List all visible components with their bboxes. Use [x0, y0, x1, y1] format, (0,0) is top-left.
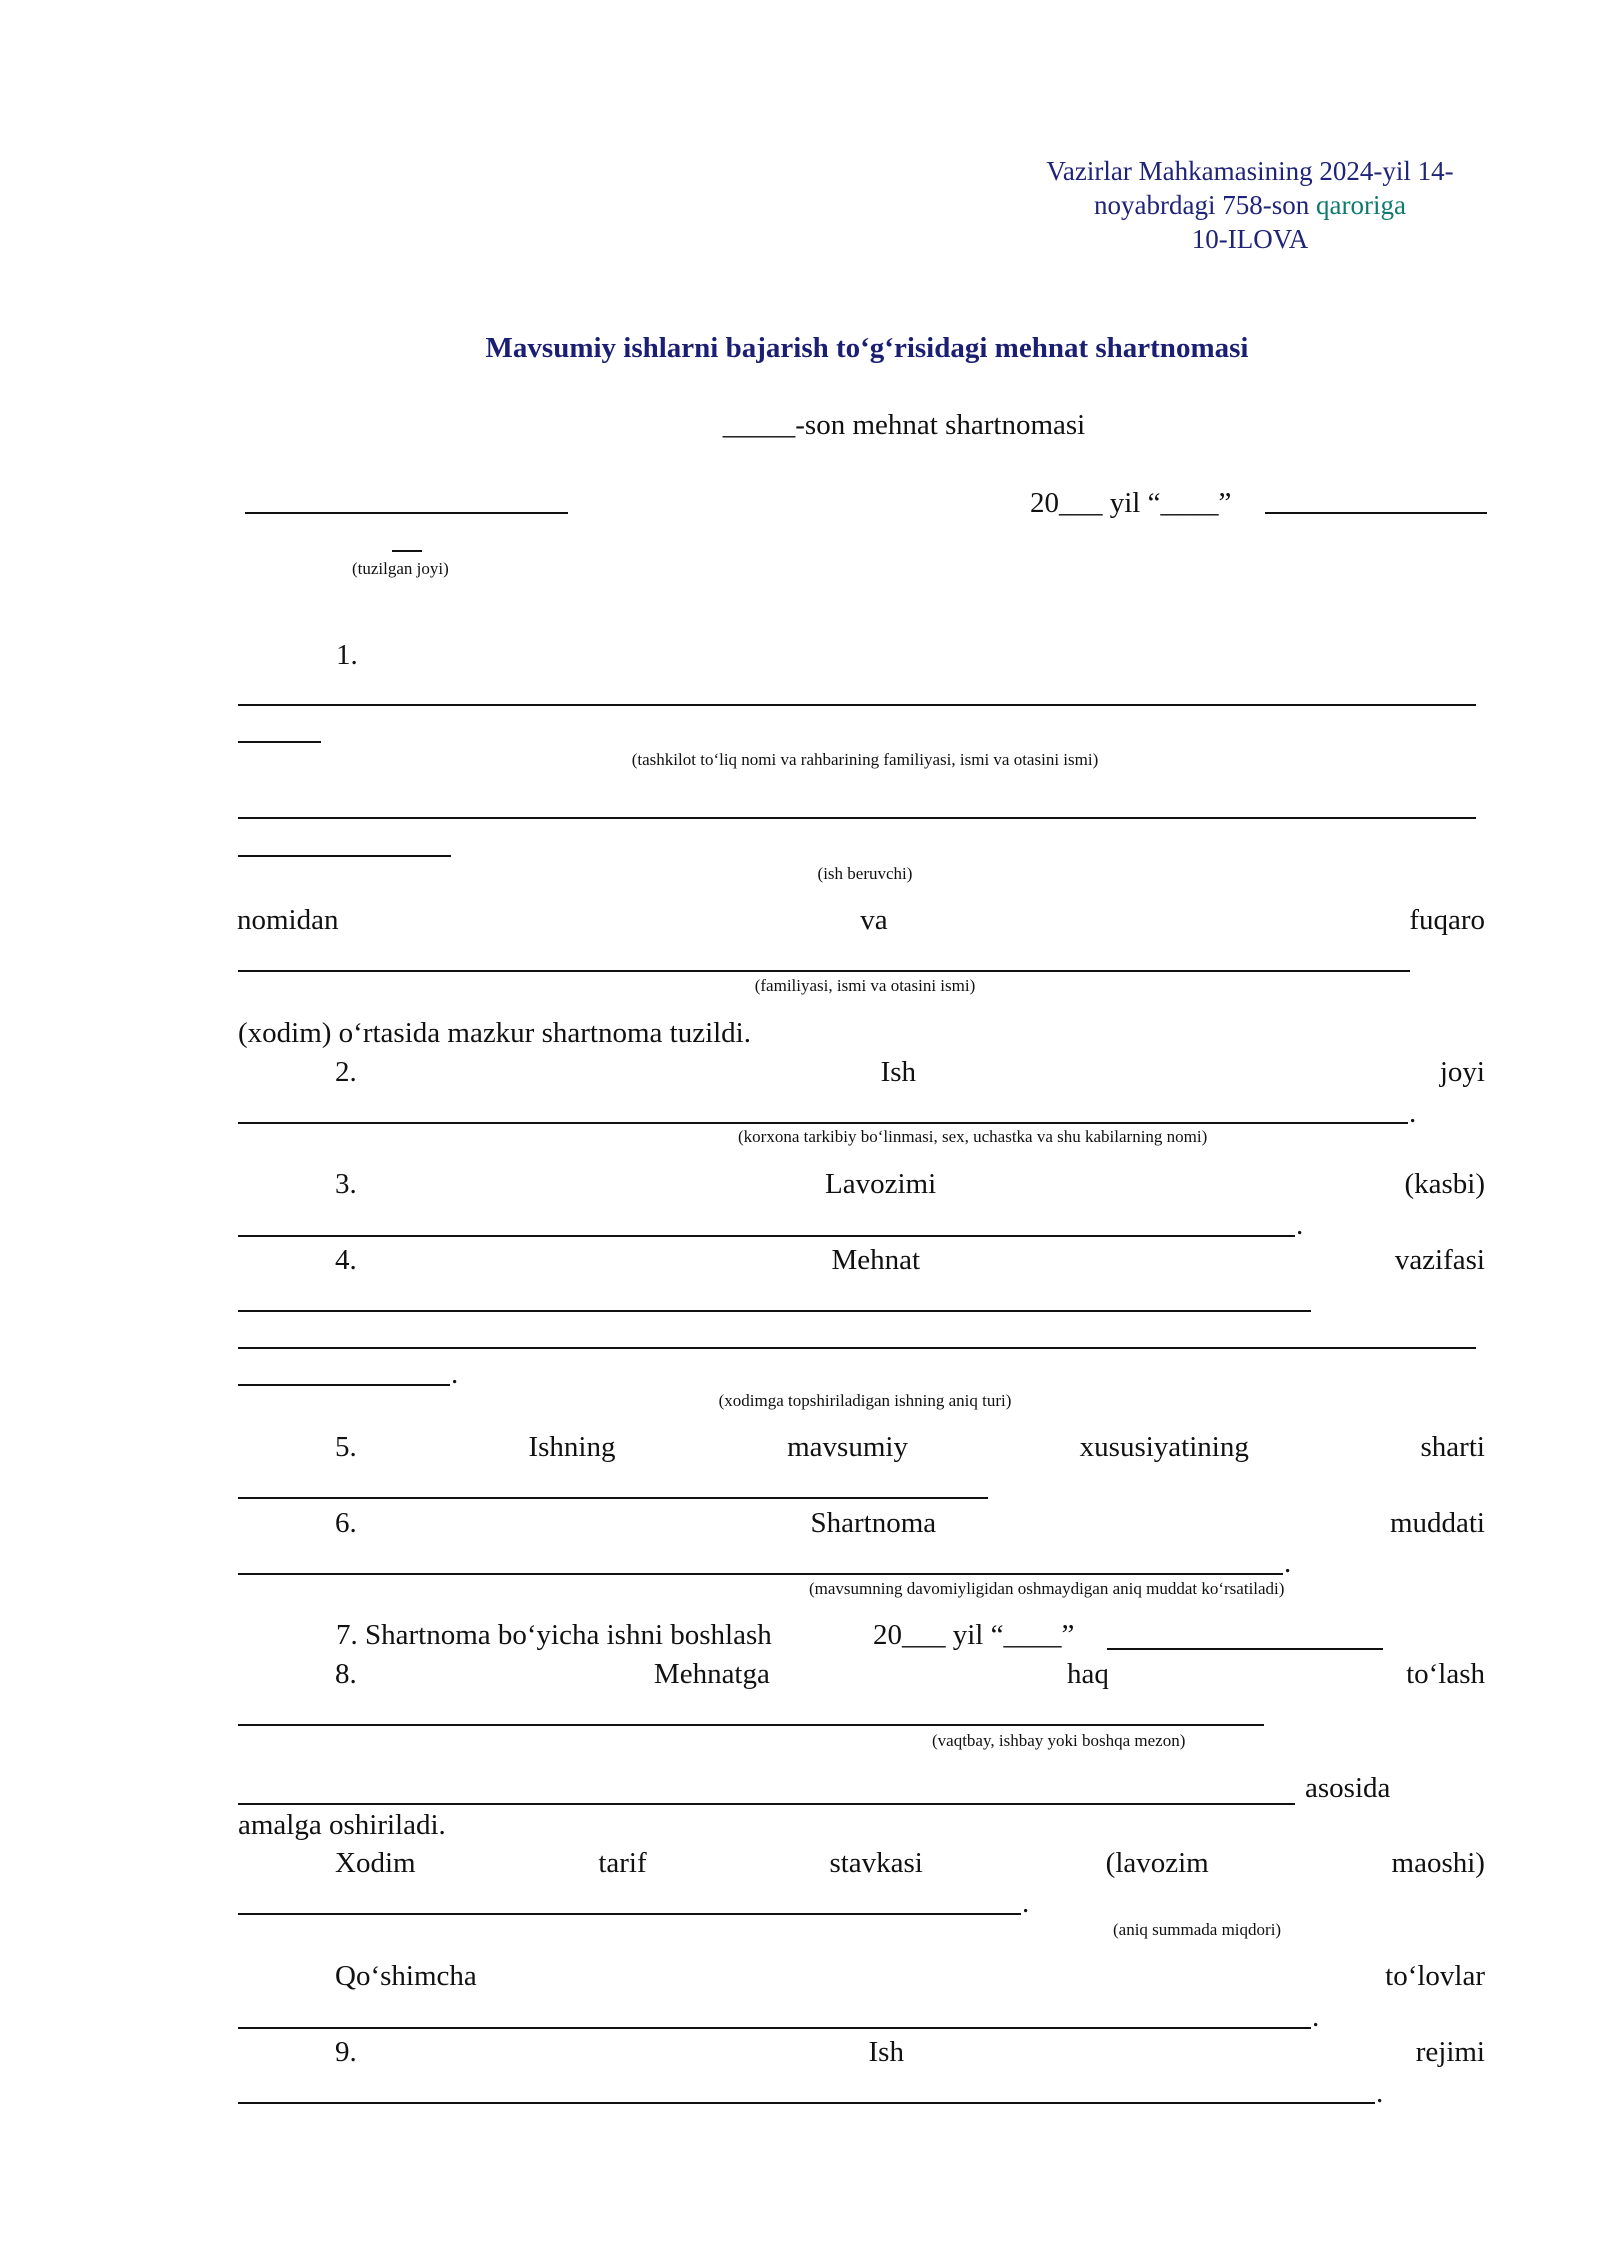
- item-4-row: 4. Mehnat vazifasi: [335, 1244, 1485, 1276]
- employee-name-blank: [238, 970, 1410, 972]
- payment-basis-blank: [238, 1803, 1295, 1805]
- place-caption: (tuzilgan joyi): [352, 559, 449, 578]
- seasonal-condition-blank: [238, 1497, 988, 1499]
- org-blank: [238, 704, 1476, 706]
- position-blank: [238, 1235, 1295, 1237]
- duty-blank-1: [238, 1310, 1311, 1312]
- decree-link[interactable]: qaroriga: [1316, 190, 1406, 220]
- item-5-row: 5. Ishning mavsumiy xususiyatining sharti: [335, 1431, 1485, 1463]
- date-field: 20___ yil “____”: [1030, 487, 1232, 519]
- item-1-closing: (xodim) o‘rtasida mazkur shartnoma tuzildi.: [238, 1017, 751, 1049]
- item-3-row: 3. Lavozimi (kasbi): [335, 1168, 1485, 1200]
- salary-caption: (aniq summada miqdori): [1113, 1920, 1282, 1939]
- appendix-label: 10-ILOVA: [1191, 224, 1309, 254]
- workplace-blank: [238, 1122, 1408, 1124]
- document-title: Mavsumiy ishlarni bajarish to‘g‘risidagi mehnat shartnomasi: [485, 332, 1249, 364]
- duty-blank-2: [238, 1347, 1476, 1349]
- date-month-blank: [1265, 512, 1487, 514]
- duty-blank-3: [238, 1384, 450, 1386]
- employer-blank-cont: [238, 855, 451, 857]
- decree-line-1: Vazirlar Mahkamasining 2024-yil 14-: [1046, 156, 1454, 186]
- term-caption: (mavsumning davomiyligidan oshmaydigan aniq muddat ko‘rsatiladi): [809, 1579, 1285, 1598]
- term-blank: [238, 1573, 1283, 1575]
- duty-caption: (xodimga topshiriladigan ishning aniq turi): [718, 1391, 1012, 1410]
- item-9-row: 9. Ish rejimi: [335, 2036, 1485, 2068]
- place-blank: [245, 512, 568, 514]
- employer-caption: (ish beruvchi): [817, 864, 913, 883]
- org-blank-cont: [238, 741, 321, 743]
- work-regime-blank: [238, 2102, 1375, 2104]
- salary-row: Xodim tarif stavkasi (lavozim maoshi): [335, 1847, 1485, 1879]
- contract-number: _____-son mehnat shartnomasi: [722, 409, 1086, 441]
- employer-blank: [238, 817, 1476, 819]
- item-6-row: 6. Shartnoma muddati: [335, 1507, 1485, 1539]
- item-8-closing: amalga oshiriladi.: [238, 1809, 446, 1841]
- extra-payments-row: Qo‘shimcha to‘lovlar: [335, 1960, 1485, 1992]
- payment-type-blank: [238, 1724, 1264, 1726]
- item-2-row: 2. Ish joyi: [335, 1056, 1485, 1088]
- start-date-field: 20___ yil “____”: [873, 1619, 1075, 1651]
- item-1-parties-row: nomidan va fuqaro: [237, 904, 1485, 936]
- item-8-row: 8. Mehnatga haq to‘lash: [335, 1658, 1485, 1690]
- decree-line-2: noyabrdagi 758-son qaroriga: [1094, 190, 1406, 220]
- item-7-label: 7. Shartnoma bo‘yicha ishni boshlash: [336, 1619, 772, 1651]
- salary-blank: [238, 1913, 1021, 1915]
- start-month-blank: [1107, 1648, 1383, 1650]
- asosida-label: asosida: [1305, 1772, 1391, 1804]
- workplace-caption: (korxona tarkibiy bo‘linmasi, sex, uchastka va shu kabilarning nomi): [738, 1127, 1208, 1146]
- employee-name-caption: (familiyasi, ismi va otasini ismi): [754, 976, 976, 995]
- decree-reference: [990, 154, 1510, 256]
- payment-type-caption: (vaqtbay, ishbay yoki boshqa mezon): [932, 1731, 1186, 1750]
- place-blank-cont: [392, 550, 422, 552]
- org-caption: (tashkilot to‘liq nomi va rahbarining familiyasi, ismi va otasini ismi): [631, 750, 1099, 769]
- item-1-number: 1.: [336, 639, 358, 671]
- extra-payments-blank: [238, 2027, 1311, 2029]
